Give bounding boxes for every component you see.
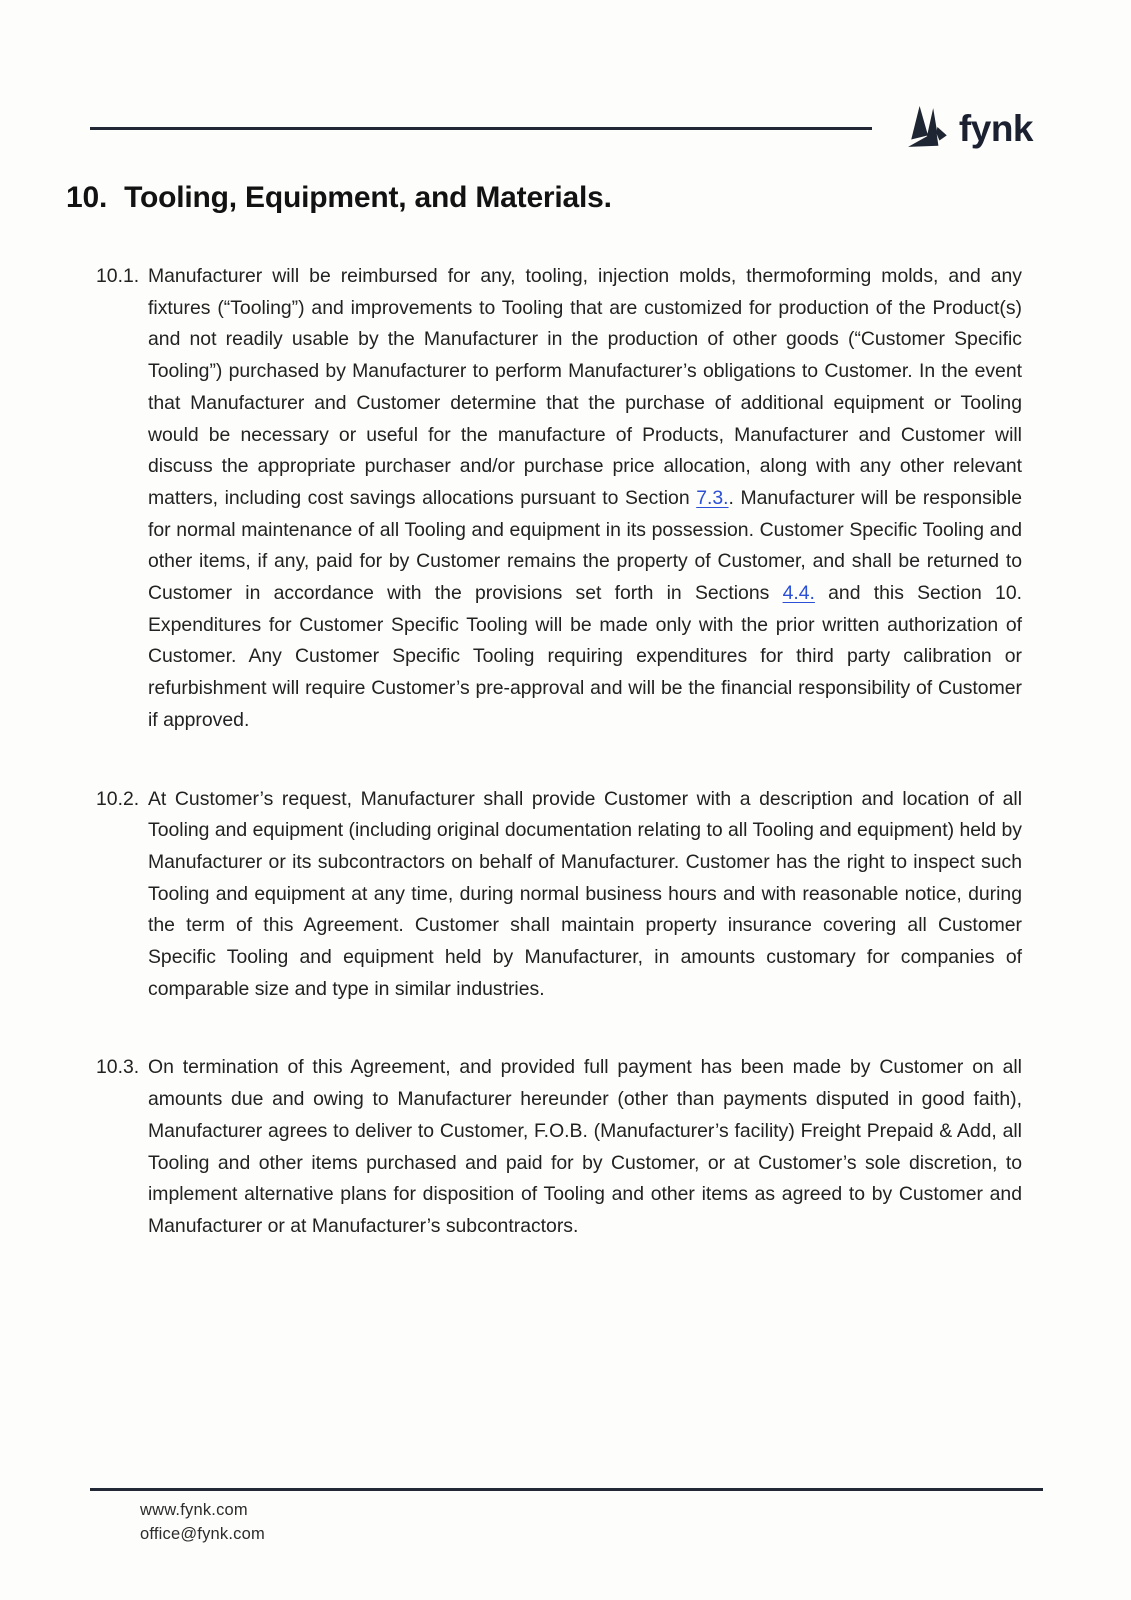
footer-website: www.fynk.com bbox=[140, 1501, 248, 1519]
page-footer bbox=[90, 1488, 1043, 1546]
clause-text: Manufacturer will be reimbursed for any, tooling, injection molds, thermoforming molds, and any fixtures (“Tooling”) and improvements to Tooling that are customized for production of the Product(s) and not readily usable by the Manufacturer in the production of other goods (“Customer Specific Tooling”) purchased by Manufacturer to perform Manufacturer’s obligations to Customer. In the event that Manufacturer and Customer determine that the purchase of additional equipment or Tooling would be necessary or useful for the manufacture of Products, Manufacturer and Customer will discuss the appropriate purchaser and/or purchase price allocation, along with any other relevant matters, including cost savings allocations pursuant to Section 7.3.. Manufacturer will be responsible for normal maintenance of all Tooling and equipment in its possession. Customer Specific Tooling and other items, if any, paid for by Customer remains the property of Customer, and shall be returned to Customer in accordance with the provisions set forth in Sections 4.4. and this Section 10. Expenditures for Customer Specific Tooling will be made only with the prior written authorization of Customer. Any Customer Specific Tooling requiring expenditures for third party calibration or refurbishment will require Customer’s pre-approval and will be the financial responsibility of Customer if approved. bbox=[148, 265, 1023, 731]
clause-text: On termination of this Agreement, and provided full payment has been made by Customer on all amounts due and owing to Manufacturer hereunder (other than payments disputed in good faith), Manufacturer agrees to deliver to Customer, F.O.B. (Manufacturer’s facility) Freight Prepaid & Add, all Tooling and other items purchased and paid for by Customer, or at Customer’s sole discretion, to implement alternative plans for disposition of Tooling and other items as agreed to by Customer and Manufacturer or at Manufacturer’s subcontractors. bbox=[148, 1056, 1022, 1237]
clause-text: At Customer’s request, Manufacturer shall provide Customer with a description and location of all Tooling and equipment (including original documentation relating to all Tooling and equipment) held by Manufacturer or its subcontractors on behalf of Manufacturer. Customer has the right to inspect such Tooling and equipment at any time, during normal business hours and with reasonable notice, during the term of this Agreement. Customer shall maintain property insurance covering all Customer Specific Tooling and equipment held by Manufacturer, in amounts customary for companies of comparable size and type in similar industries. bbox=[148, 787, 1022, 1000]
section-reference-link[interactable]: 4.4. bbox=[782, 582, 815, 605]
origami-crane-icon bbox=[906, 104, 952, 152]
clause bbox=[96, 1052, 1022, 1242]
page-header bbox=[90, 102, 1033, 154]
clause-number: 10.1. bbox=[96, 265, 140, 287]
clause bbox=[96, 784, 1022, 1006]
section-heading-number: 10. bbox=[66, 181, 108, 214]
clause-number: 10.3. bbox=[96, 1056, 140, 1079]
fynk-logo bbox=[906, 104, 1033, 152]
section-heading-title: Tooling, Equipment, and Materials. bbox=[124, 181, 612, 214]
footer-email: office@fynk.com bbox=[140, 1525, 265, 1543]
clause-number: 10.2. bbox=[96, 787, 140, 810]
section-heading bbox=[66, 181, 1051, 215]
clause-list bbox=[96, 261, 1022, 1290]
clause bbox=[96, 261, 1022, 737]
logo-wordmark: fynk bbox=[958, 107, 1033, 149]
section-reference-link[interactable]: 7.3. bbox=[696, 486, 729, 509]
header-divider bbox=[90, 127, 872, 130]
